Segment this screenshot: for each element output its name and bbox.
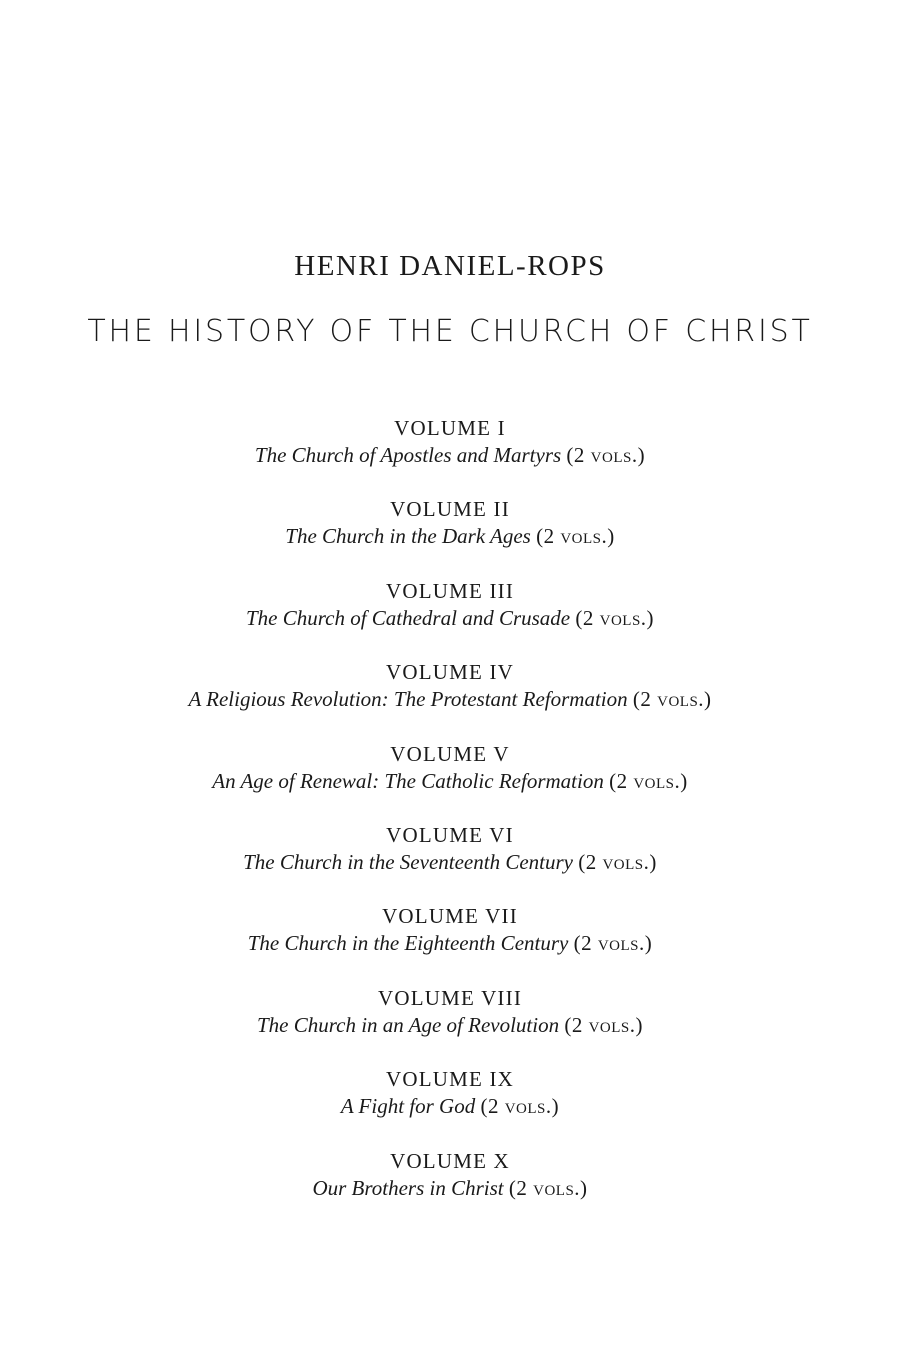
volume-count: (2 vols.): [480, 1094, 560, 1119]
volume-label: VOLUME VII: [382, 904, 518, 929]
volume-entry: [0, 496, 900, 577]
volume-label: VOLUME X: [390, 1148, 510, 1173]
volume-label: VOLUME IX: [385, 1067, 515, 1092]
volume-title: The Church of Cathedral and Crusade: [245, 605, 571, 630]
volume-title-line: [0, 1175, 900, 1202]
volume-entry: [0, 578, 900, 659]
volume-label: VOLUME III: [385, 578, 515, 603]
volume-title: The Church in the Eighteenth Century: [247, 931, 569, 956]
volume-count: (2 vols.): [508, 1175, 588, 1200]
volume-title: Our Brothers in Christ: [312, 1175, 504, 1200]
volume-entry: [0, 1148, 900, 1229]
volume-title-line: [0, 1012, 900, 1039]
volume-title-line: [0, 930, 900, 957]
volume-title-line: [0, 1093, 900, 1120]
volume-title-line: [0, 686, 900, 713]
volume-entry: [0, 822, 900, 903]
volume-entry: [0, 903, 900, 984]
volume-label: VOLUME VI: [386, 822, 514, 847]
volume-count: (2 vols.): [632, 687, 712, 712]
volume-entry: [0, 985, 900, 1066]
volume-label: VOLUME V: [390, 741, 510, 766]
volume-list: [0, 415, 900, 1229]
author-name: HENRI DANIEL-ROPS: [294, 250, 606, 282]
volume-title-line: [0, 849, 900, 876]
volume-count: (2 vols.): [564, 1012, 644, 1037]
volume-label: VOLUME VIII: [377, 985, 523, 1010]
volume-title: The Church of Apostles and Martyrs: [254, 443, 562, 467]
volume-count: (2 vols.): [566, 443, 646, 467]
volume-entry: [0, 659, 900, 740]
volume-title-line: [0, 442, 900, 469]
volume-title-line: [0, 605, 900, 632]
volume-count: (2 vols.): [536, 524, 615, 549]
volume-entry: [0, 415, 900, 496]
volume-count: (2 vols.): [573, 931, 653, 956]
volume-label: VOLUME IV: [385, 660, 515, 685]
series-title: THE HISTORY OF THE CHURCH OF CHRIST: [87, 314, 813, 349]
volume-title: The Church in the Seventeenth Century: [243, 849, 573, 874]
volume-entry: [0, 1066, 900, 1147]
volume-count: (2 vols.): [609, 768, 688, 793]
volume-title: The Church in an Age of Revolution: [256, 1012, 560, 1037]
volume-title-line: [0, 768, 900, 795]
volume-title: A Religious Revolution: The Protestant Reformation: [188, 687, 628, 712]
volume-count: (2 vols.): [578, 849, 657, 874]
volume-label: VOLUME I: [394, 416, 506, 440]
volume-title: An Age of Renewal: The Catholic Reformation: [212, 768, 604, 793]
volume-label: VOLUME II: [390, 497, 510, 522]
volume-title-line: [0, 523, 900, 550]
volume-entry: [0, 741, 900, 822]
volume-count: (2 vols.): [575, 605, 655, 630]
volume-title: The Church in the Dark Ages: [285, 524, 531, 549]
volume-title: A Fight for God: [340, 1094, 476, 1119]
